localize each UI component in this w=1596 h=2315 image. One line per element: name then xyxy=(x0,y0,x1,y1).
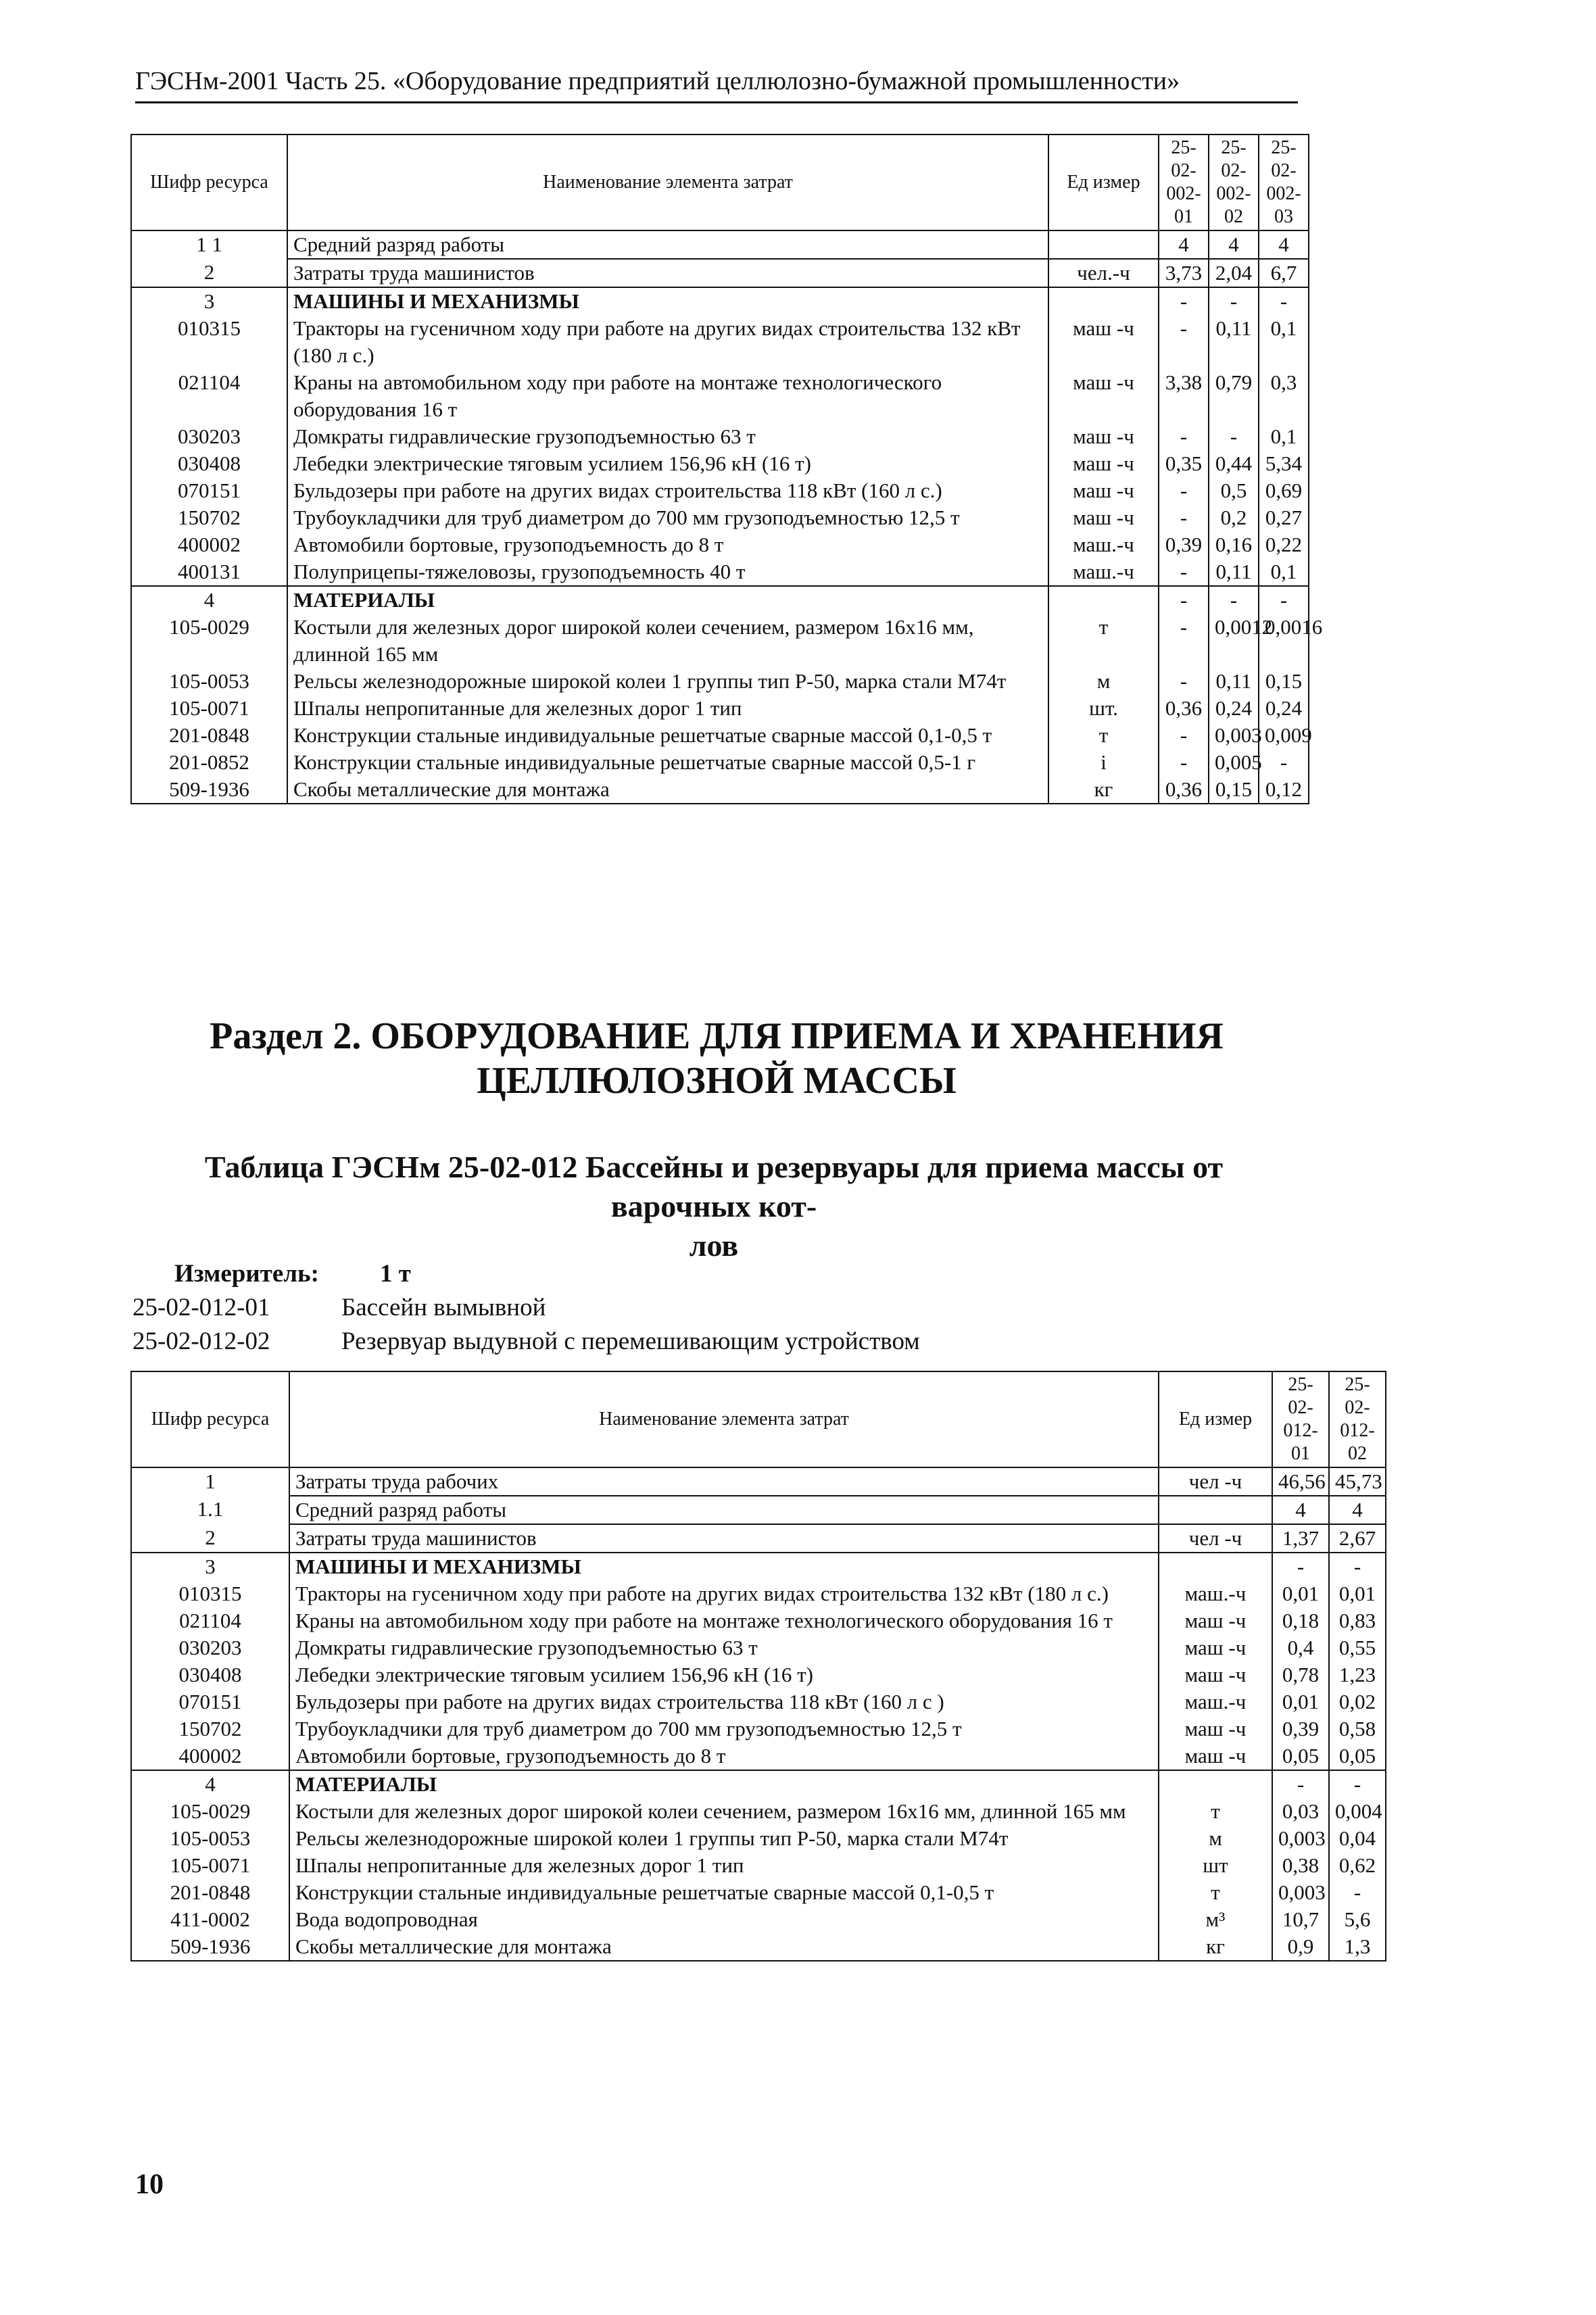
resource-name-cell: МАШИНЫ И МЕХАНИЗМЫ xyxy=(287,287,1048,315)
resource-name-cell: Затраты труда машинистов xyxy=(289,1524,1159,1553)
resource-name-cell: Полуприцепы-тяжеловозы, грузоподъемность 40 т xyxy=(287,558,1048,586)
resource-code-cell: 105-0029 xyxy=(131,1798,289,1825)
norm-value-cell: 0,01 xyxy=(1272,1580,1329,1607)
norm-value-cell: - xyxy=(1329,1879,1386,1906)
resource-code-cell: 400002 xyxy=(131,1743,289,1770)
resource-name-cell: Трубоукладчики для труб диаметром до 700 мм грузоподъемностью 12,5 т xyxy=(289,1715,1159,1743)
norm-value-cell: - xyxy=(1259,586,1309,614)
table-group-row xyxy=(131,287,1309,315)
norm-value-cell: 0,05 xyxy=(1329,1743,1386,1770)
norm-value-cell: - xyxy=(1272,1770,1329,1798)
resource-name-cell: МАТЕРИАЛЫ xyxy=(287,586,1048,614)
resource-name-cell: Конструкции стальные индивидуальные решетчатые сварные массой 0,1-0,5 т xyxy=(289,1879,1159,1906)
resource-code-cell: 4 xyxy=(131,1770,289,1798)
table-row xyxy=(131,1743,1386,1770)
table-row xyxy=(131,1798,1386,1825)
norm-item-code: 25-02-012-01 xyxy=(132,1294,270,1321)
norm-value-cell: 4 xyxy=(1259,230,1309,259)
unit-cell xyxy=(1048,586,1159,614)
unit-cell: т xyxy=(1048,722,1159,749)
table-row xyxy=(131,369,1309,423)
norm-value-cell: 0,003 xyxy=(1272,1879,1329,1906)
table-row xyxy=(131,1634,1386,1661)
resource-name-cell: Бульдозеры при работе на других видах строительства 118 кВт (160 л с ) xyxy=(289,1688,1159,1715)
resource-code-cell: 021104 xyxy=(131,369,287,423)
section-heading-line: Раздел 2. ОБОРУДОВАНИЕ ДЛЯ ПРИЕМА И ХРАНЕНИЯ xyxy=(210,1015,1224,1057)
table-row xyxy=(131,1496,1386,1524)
col-header-norm: 25-02-002-02 xyxy=(1209,135,1259,230)
unit-cell: т xyxy=(1048,614,1159,668)
resource-name-cell: Краны на автомобильном ходу при работе на монтаже технологического оборудования 16 т xyxy=(287,369,1048,423)
resource-name-cell: Трубоукладчики для труб диаметром до 700 мм грузоподъемностью 12,5 т xyxy=(287,504,1048,531)
col-header-name: Наименование элемента затрат xyxy=(289,1371,1159,1467)
norm-value-cell: - xyxy=(1159,477,1209,504)
resource-code-cell: 105-0029 xyxy=(131,614,287,668)
norm-value-cell: - xyxy=(1209,586,1259,614)
table-row xyxy=(131,614,1309,668)
resource-name-cell: Конструкции стальные индивидуальные решетчатые сварные массой 0,5-1 г xyxy=(287,749,1048,776)
norm-value-cell: 3,73 xyxy=(1159,259,1209,287)
norm-value-cell: 0,38 xyxy=(1272,1852,1329,1879)
norm-value-cell: - xyxy=(1159,315,1209,369)
resource-name-cell: Автомобили бортовые, грузоподъемность до 8 т xyxy=(289,1743,1159,1770)
norm-value-cell: 3,38 xyxy=(1159,369,1209,423)
resource-code-cell: 021104 xyxy=(131,1607,289,1634)
resource-name-cell: Домкраты гидравлические грузоподъемностью 63 т xyxy=(289,1634,1159,1661)
resource-code-cell: 1.1 xyxy=(131,1496,289,1524)
norm-value-cell: 0,0012 xyxy=(1209,614,1259,668)
table-row xyxy=(131,1825,1386,1852)
norm-value-cell: - xyxy=(1159,287,1209,315)
norm-value-cell: 10,7 xyxy=(1272,1906,1329,1933)
norm-value-cell: - xyxy=(1329,1770,1386,1798)
norm-value-cell: - xyxy=(1159,504,1209,531)
table-caption-line: Таблица ГЭСНм 25-02-012 Бассейны и резервуары для приема массы от варочных кот- xyxy=(204,1150,1224,1223)
table-row xyxy=(131,259,1309,287)
norm-value-cell: 0,003 xyxy=(1209,722,1259,749)
resource-code-cell: 1 xyxy=(131,1467,289,1496)
norm-value-cell: 0,02 xyxy=(1329,1688,1386,1715)
unit-cell: маш -ч xyxy=(1048,423,1159,450)
norm-value-cell: 0,11 xyxy=(1209,315,1259,369)
unit-cell: чел.-ч xyxy=(1048,259,1159,287)
table-header-row xyxy=(131,1371,1386,1467)
resource-code-cell: 201-0848 xyxy=(131,722,287,749)
resource-name-cell: Вода водопроводная xyxy=(289,1906,1159,1933)
section-heading-line: ЦЕЛЛЮЛОЗНОЙ МАССЫ xyxy=(477,1060,957,1102)
unit-cell: маш -ч xyxy=(1048,315,1159,369)
norm-value-cell: 0,83 xyxy=(1329,1607,1386,1634)
norm-value-cell: - xyxy=(1159,586,1209,614)
norm-value-cell: 0,003 xyxy=(1272,1825,1329,1852)
table-row xyxy=(131,1580,1386,1607)
meter-value: 1 т xyxy=(380,1260,411,1288)
norm-value-cell: 0,04 xyxy=(1329,1825,1386,1852)
norm-value-cell: - xyxy=(1209,423,1259,450)
norm-value-cell: 0,18 xyxy=(1272,1607,1329,1634)
norm-value-cell: 0,005 xyxy=(1209,749,1259,776)
table-row xyxy=(131,558,1309,586)
unit-cell: т xyxy=(1159,1879,1272,1906)
table-row xyxy=(131,1607,1386,1634)
norm-value-cell: 0,1 xyxy=(1259,558,1309,586)
col-header-unit: Ед измер xyxy=(1048,135,1159,230)
norm-value-cell: - xyxy=(1159,749,1209,776)
table-row xyxy=(131,1688,1386,1715)
table-row xyxy=(131,1852,1386,1879)
unit-cell: кг xyxy=(1159,1933,1272,1961)
norm-value-cell: 46,56 xyxy=(1272,1467,1329,1496)
norm-value-cell: 0,16 xyxy=(1209,531,1259,558)
norm-value-cell: - xyxy=(1159,668,1209,695)
meter-label: Измеритель: xyxy=(174,1260,319,1288)
unit-cell: чел -ч xyxy=(1159,1467,1272,1496)
table-row xyxy=(131,695,1309,722)
unit-cell: маш -ч xyxy=(1048,477,1159,504)
unit-cell: маш -ч xyxy=(1159,1661,1272,1688)
unit-cell: i xyxy=(1048,749,1159,776)
table-row xyxy=(131,1715,1386,1743)
norm-item-code: 25-02-012-02 xyxy=(132,1327,270,1355)
resource-name-cell: Костыли для железных дорог широкой колеи сечением, размером 16х16 мм, длинной 165 мм xyxy=(289,1798,1159,1825)
norm-value-cell: - xyxy=(1159,614,1209,668)
resource-code-cell: 4 xyxy=(131,586,287,614)
resource-code-cell: 3 xyxy=(131,287,287,315)
resource-code-cell: 105-0071 xyxy=(131,695,287,722)
resource-code-cell: 105-0053 xyxy=(131,668,287,695)
norm-value-cell: 0,62 xyxy=(1329,1852,1386,1879)
norm-value-cell: 6,7 xyxy=(1259,259,1309,287)
norm-value-cell: 1,3 xyxy=(1329,1933,1386,1961)
resource-code-cell: 105-0071 xyxy=(131,1852,289,1879)
unit-cell: маш -ч xyxy=(1159,1715,1272,1743)
table-row xyxy=(131,1906,1386,1933)
norm-value-cell: - xyxy=(1259,287,1309,315)
norm-value-cell: 0,004 xyxy=(1329,1798,1386,1825)
resource-name-cell: Конструкции стальные индивидуальные решетчатые сварные массой 0,1-0,5 т xyxy=(287,722,1048,749)
unit-cell: шт. xyxy=(1048,695,1159,722)
table-group-row xyxy=(131,1553,1386,1580)
norm-value-cell: 0,1 xyxy=(1259,315,1309,369)
norm-value-cell: 4 xyxy=(1159,230,1209,259)
resource-code-cell: 2 xyxy=(131,259,287,287)
resource-name-cell: Средний разряд работы xyxy=(289,1496,1159,1524)
unit-cell: маш -ч xyxy=(1048,504,1159,531)
norm-value-cell: 0,22 xyxy=(1259,531,1309,558)
unit-cell: маш.-ч xyxy=(1159,1688,1272,1715)
norm-value-cell: 2,04 xyxy=(1209,259,1259,287)
norm-value-cell: 0,35 xyxy=(1159,450,1209,477)
table-row xyxy=(131,722,1309,749)
resource-code-cell: 030203 xyxy=(131,1634,289,1661)
resource-code-cell: 1 1 xyxy=(131,230,287,259)
table-header-row xyxy=(131,135,1309,230)
resource-code-cell: 105-0053 xyxy=(131,1825,289,1852)
resource-name-cell: Краны на автомобильном ходу при работе на монтаже технологического оборудования 16 т xyxy=(289,1607,1159,1634)
table-group-row xyxy=(131,1770,1386,1798)
norm-value-cell: 0,11 xyxy=(1209,668,1259,695)
col-header-code: Шифр ресурса xyxy=(131,135,287,230)
resource-code-cell: 509-1936 xyxy=(131,1933,289,1961)
norm-value-cell: 0,55 xyxy=(1329,1634,1386,1661)
table-row xyxy=(131,776,1309,804)
norm-value-cell: - xyxy=(1272,1553,1329,1580)
norm-value-cell: - xyxy=(1259,749,1309,776)
resource-name-cell: Скобы металлические для монтажа xyxy=(287,776,1048,804)
table-row xyxy=(131,1467,1386,1496)
norm-value-cell: 0,69 xyxy=(1259,477,1309,504)
norm-value-cell: 0,9 xyxy=(1272,1933,1329,1961)
norm-value-cell: 0,58 xyxy=(1329,1715,1386,1743)
resource-name-cell: МАШИНЫ И МЕХАНИЗМЫ xyxy=(289,1553,1159,1580)
norm-value-cell: 0,36 xyxy=(1159,776,1209,804)
table-row xyxy=(131,531,1309,558)
table-row xyxy=(131,668,1309,695)
norm-value-cell: 0,0016 xyxy=(1259,614,1309,668)
resource-code-cell: 030408 xyxy=(131,450,287,477)
unit-cell: чел -ч xyxy=(1159,1524,1272,1553)
norm-value-cell: 0,78 xyxy=(1272,1661,1329,1688)
col-header-code: Шифр ресурса xyxy=(131,1371,289,1467)
norm-value-cell: 0,11 xyxy=(1209,558,1259,586)
resource-name-cell: Лебедки электрические тяговым усилием 156,96 кН (16 т) xyxy=(287,450,1048,477)
norm-value-cell: 4 xyxy=(1329,1496,1386,1524)
unit-cell: шт xyxy=(1159,1852,1272,1879)
resource-name-cell: Автомобили бортовые, грузоподъемность до 8 т xyxy=(287,531,1048,558)
col-header-unit: Ед измер xyxy=(1159,1371,1272,1467)
table-row xyxy=(131,504,1309,531)
col-header-norm: 25-02-012-02 xyxy=(1329,1371,1386,1467)
unit-cell: маш -ч xyxy=(1159,1743,1272,1770)
resource-code-cell: 2 xyxy=(131,1524,289,1553)
norm-value-cell: 4 xyxy=(1209,230,1259,259)
col-header-norm: 25-02-012-01 xyxy=(1272,1371,1329,1467)
resource-code-cell: 070151 xyxy=(131,1688,289,1715)
norm-item-name: Резервуар выдувной с перемешивающим устройством xyxy=(341,1327,920,1355)
norm-value-cell: - xyxy=(1159,423,1209,450)
resource-code-cell: 010315 xyxy=(131,1580,289,1607)
unit-cell: маш.-ч xyxy=(1048,558,1159,586)
section-heading xyxy=(135,1014,1298,1103)
unit-cell: м xyxy=(1048,668,1159,695)
norm-value-cell: 0,36 xyxy=(1159,695,1209,722)
norm-value-cell: 45,73 xyxy=(1329,1467,1386,1496)
resource-code-cell: 201-0852 xyxy=(131,749,287,776)
resource-name-cell: Бульдозеры при работе на других видах строительства 118 кВт (160 л с.) xyxy=(287,477,1048,504)
resource-name-cell: Тракторы на гусеничном ходу при работе на других видах строительства 132 кВт (180 л с.) xyxy=(287,315,1048,369)
norm-value-cell: - xyxy=(1159,722,1209,749)
resource-name-cell: Затраты труда рабочих xyxy=(289,1467,1159,1496)
resource-code-cell: 070151 xyxy=(131,477,287,504)
resource-name-cell: Домкраты гидравлические грузоподъемностью 63 т xyxy=(287,423,1048,450)
norm-value-cell: 0,24 xyxy=(1259,695,1309,722)
resource-code-cell: 010315 xyxy=(131,315,287,369)
table-row xyxy=(131,1661,1386,1688)
resource-name-cell: Скобы металлические для монтажа xyxy=(289,1933,1159,1961)
unit-cell xyxy=(1159,1770,1272,1798)
table-row xyxy=(131,749,1309,776)
unit-cell: маш -ч xyxy=(1159,1607,1272,1634)
table-caption xyxy=(132,1148,1295,1265)
unit-cell xyxy=(1048,287,1159,315)
unit-cell: маш -ч xyxy=(1159,1634,1272,1661)
resource-name-cell: Тракторы на гусеничном ходу при работе на других видах строительства 132 кВт (180 л с.) xyxy=(289,1580,1159,1607)
norm-value-cell: - xyxy=(1209,287,1259,315)
norm-value-cell: 0,3 xyxy=(1259,369,1309,423)
norm-value-cell: 0,05 xyxy=(1272,1743,1329,1770)
table-row xyxy=(131,1933,1386,1961)
resource-name-cell: Лебедки электрические тяговым усилием 156,96 кН (16 т) xyxy=(289,1661,1159,1688)
resource-code-cell: 150702 xyxy=(131,504,287,531)
resource-code-cell: 400002 xyxy=(131,531,287,558)
norm-value-cell: 4 xyxy=(1272,1496,1329,1524)
norm-value-cell: 0,5 xyxy=(1209,477,1259,504)
resource-code-cell: 201-0848 xyxy=(131,1879,289,1906)
norm-value-cell: 0,1 xyxy=(1259,423,1309,450)
resource-name-cell: Шпалы непропитанные для железных дорог 1 тип xyxy=(287,695,1048,722)
norm-item-name: Бассейн вымывной xyxy=(341,1294,546,1321)
unit-cell xyxy=(1048,230,1159,259)
page-number: 10 xyxy=(135,2169,164,2200)
unit-cell: маш -ч xyxy=(1048,369,1159,423)
norm-value-cell: 0,01 xyxy=(1329,1580,1386,1607)
norm-value-cell: 0,15 xyxy=(1209,776,1259,804)
running-header: ГЭСНм-2001 Часть 25. «Оборудование предприятий целлюлозно-бумажной промышленности» xyxy=(135,65,1298,103)
norm-value-cell: 0,01 xyxy=(1272,1688,1329,1715)
resource-table-25-02-002 xyxy=(130,134,1323,804)
resource-code-cell: 411-0002 xyxy=(131,1906,289,1933)
norm-value-cell: 0,2 xyxy=(1209,504,1259,531)
norm-value-cell: 0,24 xyxy=(1209,695,1259,722)
unit-cell xyxy=(1159,1496,1272,1524)
table-row xyxy=(131,315,1309,369)
table-row xyxy=(131,450,1309,477)
norm-value-cell: 5,6 xyxy=(1329,1906,1386,1933)
resource-name-cell: Шпалы непропитанные для железных дорог 1 тип xyxy=(289,1852,1159,1879)
norm-value-cell: 2,67 xyxy=(1329,1524,1386,1553)
resource-name-cell: МАТЕРИАЛЫ xyxy=(289,1770,1159,1798)
norm-value-cell: 0,39 xyxy=(1159,531,1209,558)
resource-name-cell: Затраты труда машинистов xyxy=(287,259,1048,287)
col-header-norm: 25-02-002-01 xyxy=(1159,135,1209,230)
table-row xyxy=(131,1879,1386,1906)
col-header-name: Наименование элемента затрат xyxy=(287,135,1048,230)
unit-cell: кг xyxy=(1048,776,1159,804)
norm-value-cell: 0,39 xyxy=(1272,1715,1329,1743)
unit-cell: маш -ч xyxy=(1048,450,1159,477)
unit-cell: т xyxy=(1159,1798,1272,1825)
unit-cell: маш.-ч xyxy=(1048,531,1159,558)
resource-code-cell: 509-1936 xyxy=(131,776,287,804)
table-row xyxy=(131,230,1309,259)
resource-code-cell: 3 xyxy=(131,1553,289,1580)
unit-cell: м³ xyxy=(1159,1906,1272,1933)
unit-cell: м xyxy=(1159,1825,1272,1852)
norm-value-cell: 0,79 xyxy=(1209,369,1259,423)
norm-value-cell: 0,009 xyxy=(1259,722,1309,749)
resource-code-cell: 030203 xyxy=(131,423,287,450)
norm-value-cell: 1,23 xyxy=(1329,1661,1386,1688)
resource-code-cell: 150702 xyxy=(131,1715,289,1743)
norm-value-cell: - xyxy=(1329,1553,1386,1580)
unit-cell xyxy=(1159,1553,1272,1580)
table-row xyxy=(131,1524,1386,1553)
norm-value-cell: - xyxy=(1159,558,1209,586)
resource-name-cell: Рельсы железнодорожные широкой колеи 1 группы тип Р-50, марка стали М74т xyxy=(287,668,1048,695)
resource-code-cell: 400131 xyxy=(131,558,287,586)
norm-value-cell: 0,4 xyxy=(1272,1634,1329,1661)
col-header-norm: 25-02-002-03 xyxy=(1259,135,1309,230)
unit-cell: маш.-ч xyxy=(1159,1580,1272,1607)
norm-value-cell: 0,27 xyxy=(1259,504,1309,531)
table-group-row xyxy=(131,586,1309,614)
norm-value-cell: 0,15 xyxy=(1259,668,1309,695)
norm-value-cell: 5,34 xyxy=(1259,450,1309,477)
resource-name-cell: Костыли для железных дорог широкой колеи сечением, размером 16х16 мм, длинной 165 мм xyxy=(287,614,1048,668)
resource-name-cell: Средний разряд работы xyxy=(287,230,1048,259)
norm-value-cell: 0,12 xyxy=(1259,776,1309,804)
table-caption-line: лов xyxy=(689,1228,739,1263)
norm-value-cell: 1,37 xyxy=(1272,1524,1329,1553)
table-row xyxy=(131,477,1309,504)
resource-name-cell: Рельсы железнодорожные широкой колеи 1 группы тип Р-50, марка стали М74т xyxy=(289,1825,1159,1852)
resource-table-25-02-012 xyxy=(130,1371,1386,1961)
resource-code-cell: 030408 xyxy=(131,1661,289,1688)
norm-value-cell: 0,03 xyxy=(1272,1798,1329,1825)
norm-value-cell: 0,44 xyxy=(1209,450,1259,477)
table-row xyxy=(131,423,1309,450)
